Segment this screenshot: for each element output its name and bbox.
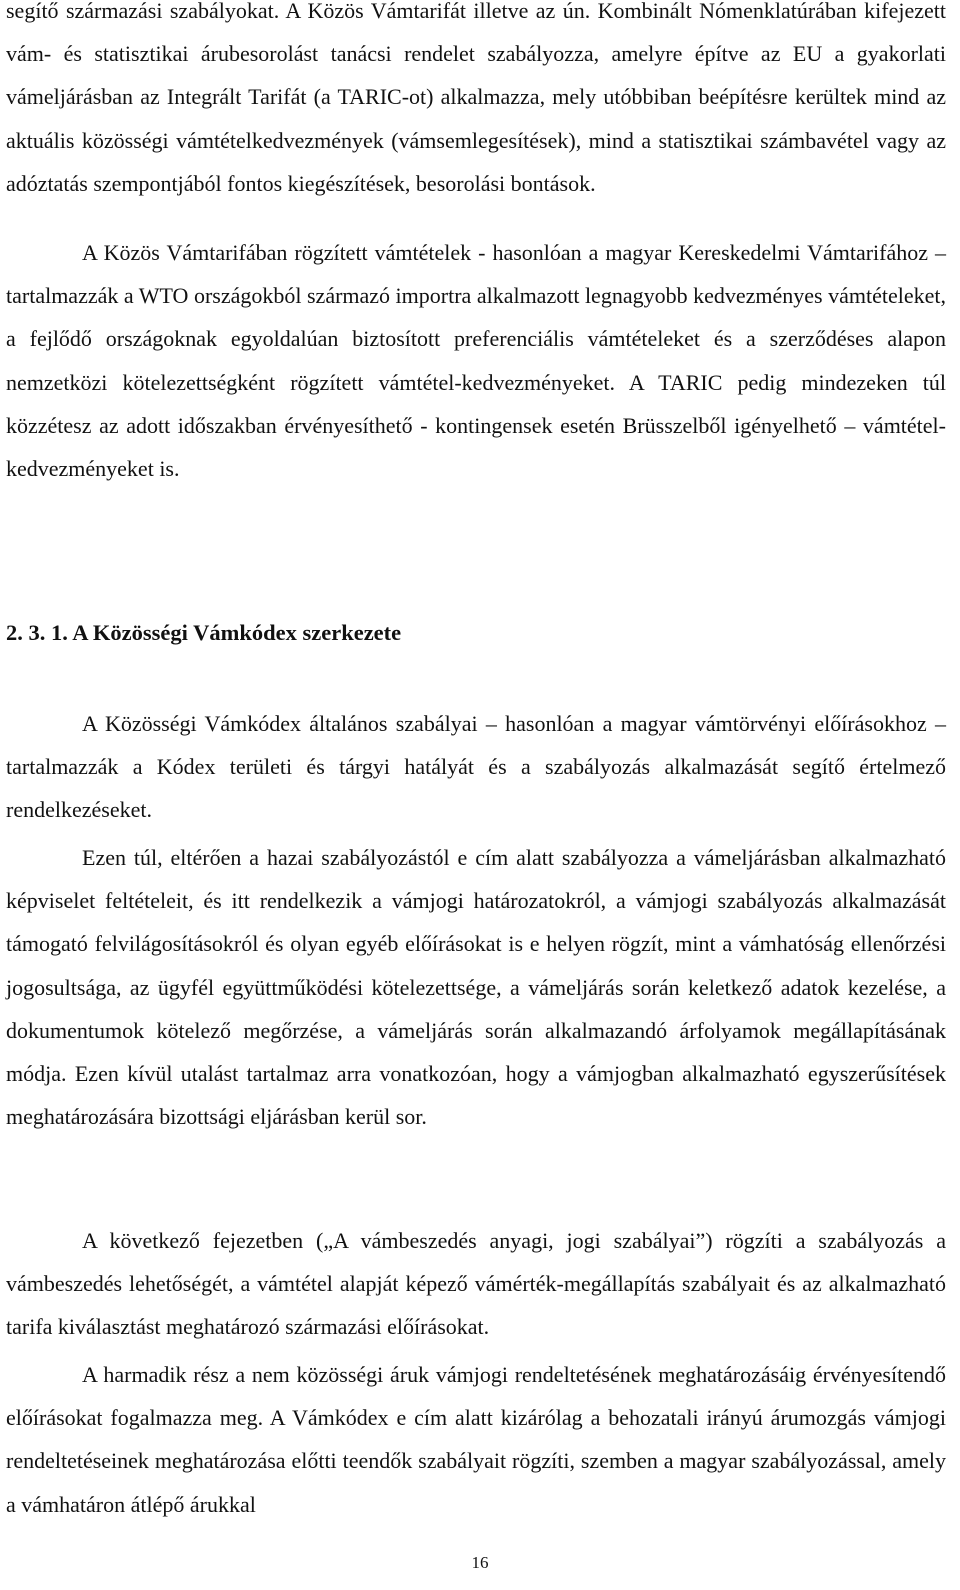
paragraph-third-part: A harmadik rész a nem közösségi áruk vámjogi rendeltetésének meghatározásáig érvényesítendő előírásokat fogalmazza meg. A Vámkódex e cím alatt kizárólag a behozatali irányú árumozgás vámjogi rendeltetéseinek meghatározása előtti teendők szabályait rögzíti, szemben a magyar szabályozással, amely a vámhatáron átlépő árukkal <box>6 1362 946 1517</box>
paragraph-general-rules: A Közösségi Vámkódex általános szabályai – hasonlóan a magyar vámtörvényi előírásokhoz – tartalmazzák a Kódex területi és tárgyi hatályát és a szabályozás alkalmazását segítő értelmező rendelkezéseket. <box>6 711 946 823</box>
page-number: 16 <box>471 1553 489 1572</box>
paragraph-customs-tariff: segítő származási szabályokat. A Közös Vámtarifát illetve az ún. Kombinált Nómenklatúrában kifejezett vám- és statisztikai árubesorolást tanácsi rendelet szabályozza, amelyre építve az EU a gyakorlati vámeljárásban az Integrált Tarifát (a TARIC-ot) alkalmazza, mely utóbbiban beépítésre kerültek mind az aktuális közösségi vámtételkedvezmények (vámsemlegesítések), mind a statisztikai számbavétel vagy az adóztatás szempontjából fontos kiegészítések, besorolási bontások. <box>6 0 946 196</box>
paragraph-tariff-rates: A Közös Vámtarifában rögzített vámtételek - hasonlóan a magyar Kereskedelmi Vámtarifához – tartalmazzák a WTO országokból származó importra alkalmazott legnagyobb kedvezményes vámtételeket, a fejlődő országoknak egyoldalúan biztosított preferenciális vámtételeket és a szerződéses alapon nemzetközi kötelezettségként rögzített vámtétel-kedvezményeket. A TARIC pedig mindezeken túl közzétesz az adott időszakban érvényesíthető - kontingensek esetén Brüsszelből igényelhető – vámtétel-kedvezményeket is. <box>6 240 946 482</box>
section-heading: 2. 3. 1. A Közösségi Vámkódex szerkezete <box>6 620 402 645</box>
paragraph-next-chapter: A következő fejezetben („A vámbeszedés anyagi, jogi szabályai”) rögzíti a szabályozás a vámbeszedés lehetőségét, a vámtétel alapját képező vámérték-megállapítás szabályait és az alkalmazható tarifa kiválasztást meghatározó származási előírásokat. <box>6 1228 946 1340</box>
paragraph-representation: Ezen túl, eltérően a hazai szabályozástól e cím alatt szabályozza a vámeljárásban alkalmazható képviselet feltételeit, és itt rendelkezik a vámjogi határozatokról, a vámjogi szabályozás alkalmazását támogató felvilágosításokról és olyan egyéb előírásokat is e helyen rögzít, mint a vámhatóság ellenőrzési jogosultsága, az ügyfél együttműködési kötelezettsége, a vámeljárás során keletkező adatok kezelése, a dokumentumok kötelező megőrzése, a vámeljárás során alkalmazandó árfolyamok megállapításának módja. Ezen kívül utalást tartalmaz arra vonatkozóan, hogy a vámjogban alkalmazható egyszerűsítések meghatározására bizottsági eljárásban kerül sor. <box>6 845 946 1130</box>
